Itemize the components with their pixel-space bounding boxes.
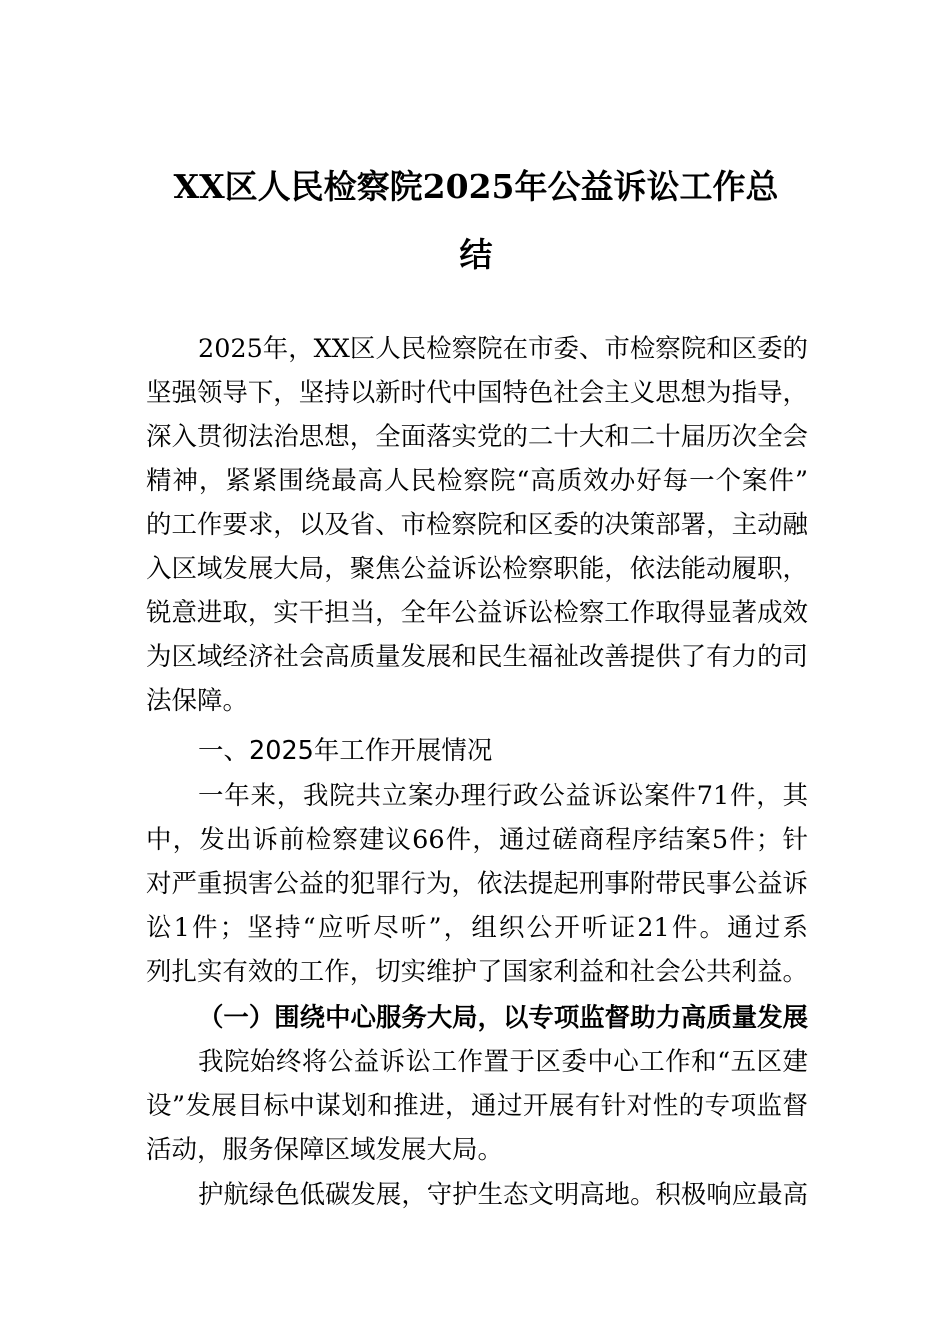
subsection-line-1: 我院始终将公益诉讼工作置于区委中心工作和“五区建	[198, 1047, 808, 1077]
subsection-line-2: 设”发展目标中谋划和推进，通过开展有针对性的专项监督	[146, 1091, 808, 1121]
intro-line-4: 精神，紧紧围绕最高人民检察院“高质效办好每一个案件”	[146, 466, 808, 496]
document-title-line-2: 结	[459, 235, 493, 274]
green-line-1: 护航绿色低碳发展，守护生态文明高地。积极响应最高	[198, 1180, 808, 1210]
summary-line-2: 中，发出诉前检察建议66件，通过磋商程序结案5件；针	[146, 825, 808, 855]
summary-line-3: 对严重损害公益的犯罪行为，依法提起刑事附带民事公益诉	[146, 869, 808, 899]
intro-line-3: 深入贯彻法治思想，全面落实党的二十大和二十届历次全会	[146, 422, 808, 452]
intro-line-5: 的工作要求，以及省、市检察院和区委的决策部署，主动融	[146, 510, 808, 540]
subsection-1-heading: （一）围绕中心服务大局，以专项监督助力高质量发展	[198, 1003, 808, 1033]
intro-line-8: 为区域经济社会高质量发展和民生福祉改善提供了有力的司	[146, 642, 808, 672]
intro-line-7: 锐意进取，实干担当，全年公益诉讼检察工作取得显著成效	[146, 598, 808, 628]
summary-line-5: 列扎实有效的工作，切实维护了国家利益和社会公共利益。	[146, 957, 808, 987]
intro-line-9: 法保障。	[146, 686, 249, 716]
intro-line-6: 入区域发展大局，聚焦公益诉讼检察职能，依法能动履职，	[146, 554, 808, 584]
document-title-line-1: XX区人民检察院2025年公益诉讼工作总	[173, 167, 779, 206]
intro-line-2: 坚强领导下，坚持以新时代中国特色社会主义思想为指导，	[146, 378, 808, 408]
section-1-heading: 一、2025年工作开展情况	[198, 736, 493, 766]
intro-line-1: 2025年，XX区人民检察院在市委、市检察院和区委的	[198, 334, 808, 364]
summary-line-1: 一年来，我院共立案办理行政公益诉讼案件71件，其	[198, 781, 808, 811]
subsection-line-3: 活动，服务保障区域发展大局。	[146, 1135, 504, 1165]
summary-line-4: 讼1件；坚持“应听尽听”，组织公开听证21件。通过系	[146, 913, 808, 943]
